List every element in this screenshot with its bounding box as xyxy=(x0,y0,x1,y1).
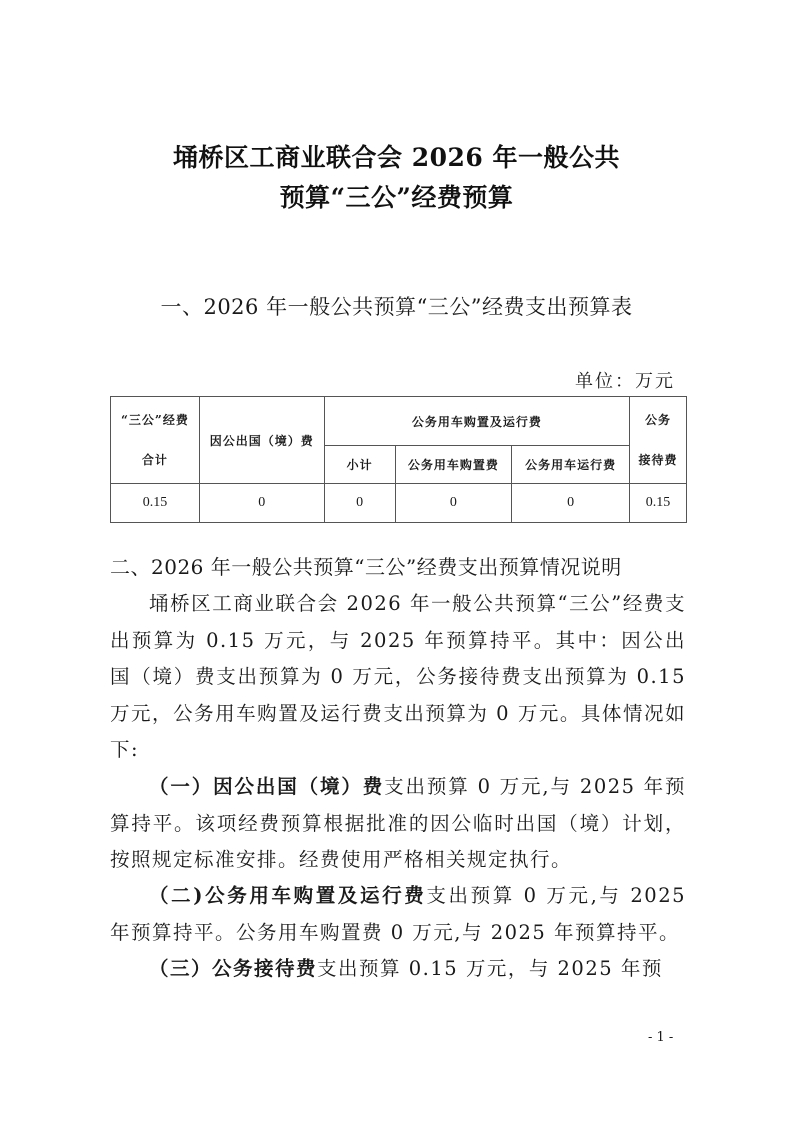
header-reception-line1: 公务 xyxy=(645,413,672,427)
item2-paragraph xyxy=(110,878,686,951)
document-title-line2: 预算“三公”经费预算 xyxy=(279,183,514,212)
header-total xyxy=(111,397,200,484)
cell-total: 0.15 xyxy=(111,484,200,523)
budget-table xyxy=(110,396,687,523)
item3-paragraph xyxy=(110,951,686,988)
table-row xyxy=(111,484,687,523)
item2-heading: （二)公务用车购置及运行费 xyxy=(149,884,427,907)
header-vehicle-operation: 公务用车运行费 xyxy=(512,446,630,484)
header-vehicle-purchase: 公务用车购置费 xyxy=(395,446,512,484)
item3-text: 支出预算 0.15 万元，与 2025 年预 xyxy=(317,957,663,980)
header-overseas: 因公出国（境）费 xyxy=(199,397,324,484)
document-title-line1: 埇桥区工商业联合会 2026 年一般公共 xyxy=(173,143,620,172)
item2-text: 支出预算 0 万元,与 2025 年预算持平。公务用车购置费 0 万元,与 2025 年预算持平。 xyxy=(110,884,687,944)
section2-heading: 二、2026 年一般公共预算“三公”经费支出预算情况说明 xyxy=(110,555,622,579)
cell-reception: 0.15 xyxy=(630,484,687,523)
unit-label: 单位：万元 xyxy=(575,371,675,392)
section1-heading: 一、2026 年一般公共预算“三公”经费支出预算表 xyxy=(160,295,633,319)
item1-paragraph xyxy=(110,769,686,879)
header-vehicle-subtotal: 小计 xyxy=(324,446,395,484)
page-number: - 1 - xyxy=(648,1030,674,1045)
cell-vehicle-operation: 0 xyxy=(512,484,630,523)
item1-text: 支出预算 0 万元,与 2025 年预算持平。该项经费预算根据批准的因公临时出国（境）计划，按照规定标准安排。经费使用严格相关规定执行。 xyxy=(110,775,686,871)
item1-heading: （一）因公出国（境）费 xyxy=(149,775,385,798)
header-total-line1: “三公”经费 xyxy=(121,413,189,427)
cell-overseas: 0 xyxy=(199,484,324,523)
header-vehicle-group: 公务用车购置及运行费 xyxy=(324,397,629,446)
item3-heading: （三）公务接待费 xyxy=(149,957,318,980)
cell-vehicle-subtotal: 0 xyxy=(324,484,395,523)
header-reception xyxy=(630,397,687,484)
header-total-line2: 合计 xyxy=(141,453,168,467)
cell-vehicle-purchase: 0 xyxy=(395,484,512,523)
intro-paragraph: 埇桥区工商业联合会 2026 年一般公共预算“三公”经费支出预算为 0.15 万元，与 2025 年预算持平。其中：因公出国（境）费支出预算为 0 万元，公务接待费支出预算为 0.15 万元，公务用车购置及运行费支出预算为 0 万元。具体情况如下: xyxy=(110,592,686,761)
header-reception-line2: 接待费 xyxy=(638,453,678,467)
